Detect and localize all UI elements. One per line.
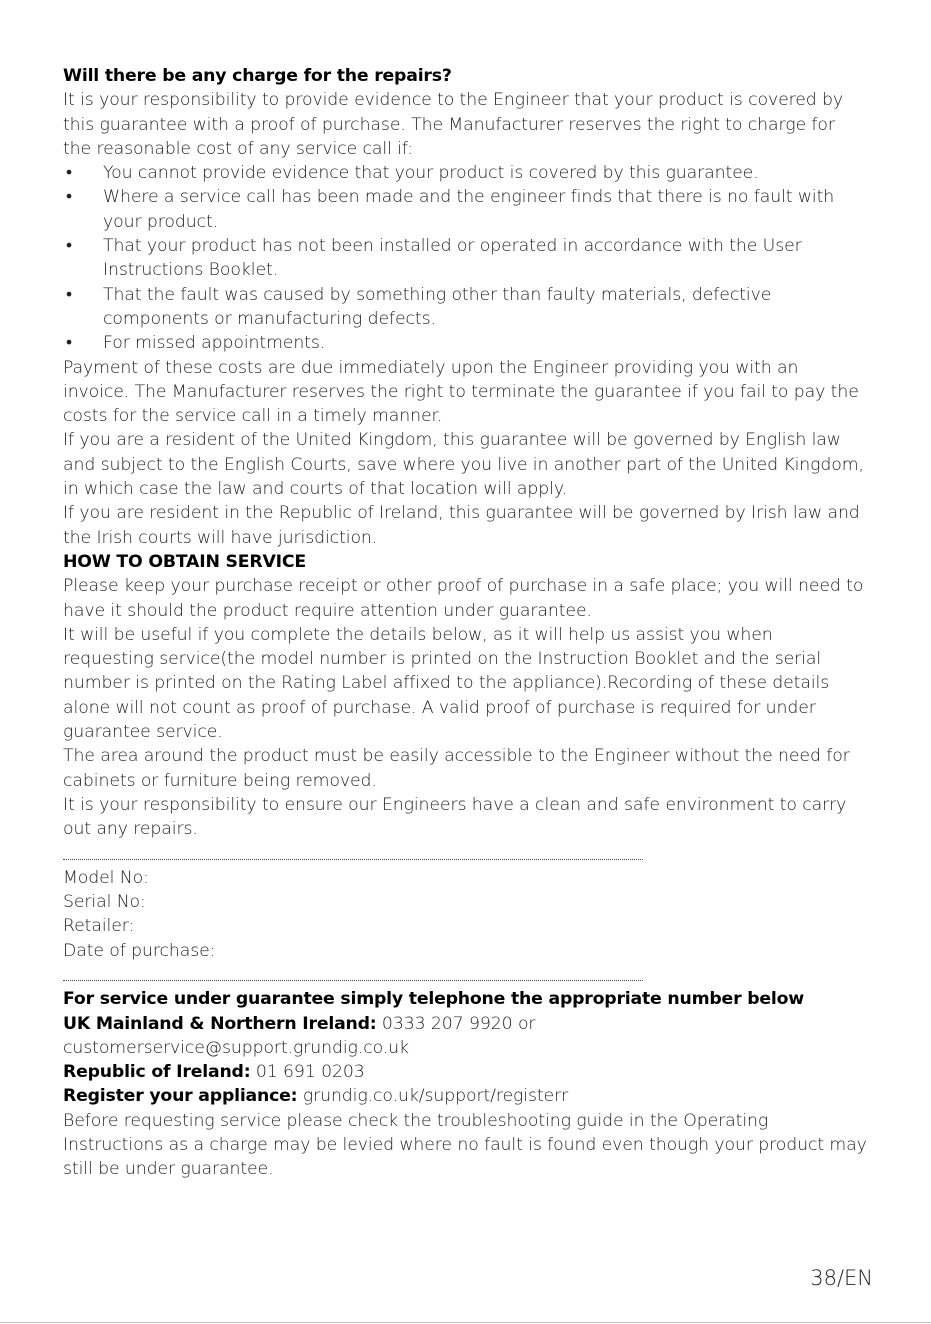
bullet-icon: • (66, 236, 72, 257)
environment-note-paragraph: It is your responsibility to ensure our Engineers have a clean and safe environment to carry out any repairs. (63, 794, 847, 840)
serial-number-label: Serial No: (63, 892, 146, 913)
model-number-label: Model No: (63, 867, 149, 888)
bullet-text: That the fault was caused by something other than faulty materials, defective components or manufacturing defects. (103, 284, 772, 329)
ireland-contact-label: Republic of Ireland: (63, 1062, 251, 1083)
keep-receipt-paragraph: Please keep your purchase receipt or other proof of purchase in a safe place; you will need to have it should the product require attention under guarantee. (63, 576, 864, 621)
register-line (63, 1084, 868, 1108)
page-number: 38/EN (810, 1266, 873, 1290)
ireland-phone-number: 01 691 0203 (255, 1062, 365, 1083)
list-item (63, 234, 868, 283)
list-item (63, 185, 868, 234)
ireland-law-paragraph: If you are resident in the Republic of Ireland, this guarantee will be governed by Irish law and the Irish courts will have jurisdiction. (63, 503, 860, 548)
uk-contact-line (63, 1012, 868, 1036)
retailer-label: Retailer: (63, 916, 135, 937)
list-item (63, 283, 868, 332)
bullet-text: You cannot provide evidence that your product is covered by this guarantee. (103, 163, 759, 184)
bullet-icon: • (66, 163, 72, 184)
charges-intro: It is your responsibility to provide evidence to the Engineer that your product is covered by this guarantee with a proof of purchase. The Manufacturer reserves the right to charge for the reasonable cost of any service call if: (63, 90, 844, 159)
uk-phone-number: 0333 207 9920 or (381, 1013, 536, 1034)
uk-contact-label: UK Mainland & Northern Ireland: (63, 1013, 377, 1034)
list-item (63, 331, 868, 355)
closing-note-paragraph: Before requesting service please check the troubleshooting guide in the Operating Instructions as a charge may be levied where no fault is found even though your product may still be under guarantee. (63, 1110, 867, 1180)
payment-paragraph: Payment of these costs are due immediately upon the Engineer providing you with an invoice. The Manufacturer reserves the right to terminate the guarantee if you fail to pay the costs for the service call in a timely manner. (63, 357, 859, 427)
ireland-contact-line (63, 1060, 868, 1084)
register-url: grundig.co.uk/support/registerr (302, 1086, 569, 1107)
date-of-purchase-label: Date of purchase: (63, 940, 216, 961)
access-note-paragraph: The area around the product must be easily accessible to the Engineer without the need for cabinets or furniture being removed. (63, 746, 850, 791)
obtain-service-heading: HOW TO OBTAIN SERVICE (63, 551, 306, 572)
document-body (63, 64, 868, 1182)
register-label: Register your appliance: (63, 1086, 298, 1107)
bullet-text: Where a service call has been made and the engineer finds that there is no fault with your product. (103, 187, 835, 232)
uk-email-address: customerservice@support.grundig.co.uk (63, 1037, 409, 1058)
charges-heading: Will there be any charge for the repairs? (63, 66, 452, 86)
bullet-icon: • (66, 333, 72, 354)
contact-heading: For service under guarantee simply telephone the appropriate number below (63, 989, 805, 1010)
charges-bullet-list (63, 161, 868, 355)
bullet-icon: • (66, 284, 72, 305)
page-bottom-divider (0, 1322, 931, 1323)
dotted-divider-top (63, 842, 643, 866)
bullet-text: That your product has not been installed or operated in accordance with the User Instructions Booklet. (103, 236, 802, 281)
uk-law-paragraph: If you are a resident of the United Kingdom, this guarantee will be governed by English law and subject to the English Courts, save where you live in another part of the United Kingdom, in which case the law and courts of that location will apply. (63, 430, 864, 500)
bullet-icon: • (66, 187, 72, 208)
bullet-text: For missed appointments. (103, 333, 326, 354)
list-item (63, 161, 868, 185)
dotted-divider-bottom (63, 963, 643, 987)
details-note-paragraph: It will be useful if you complete the details below, as it will help us assist you when requesting service(the model number is printed on the Instruction Booklet and the serial number is printed on the Rating Label affixed to the appliance).Recording of these details alone will not count as proof of purchase. A valid proof of purchase is required for under guarantee service. (63, 624, 830, 743)
